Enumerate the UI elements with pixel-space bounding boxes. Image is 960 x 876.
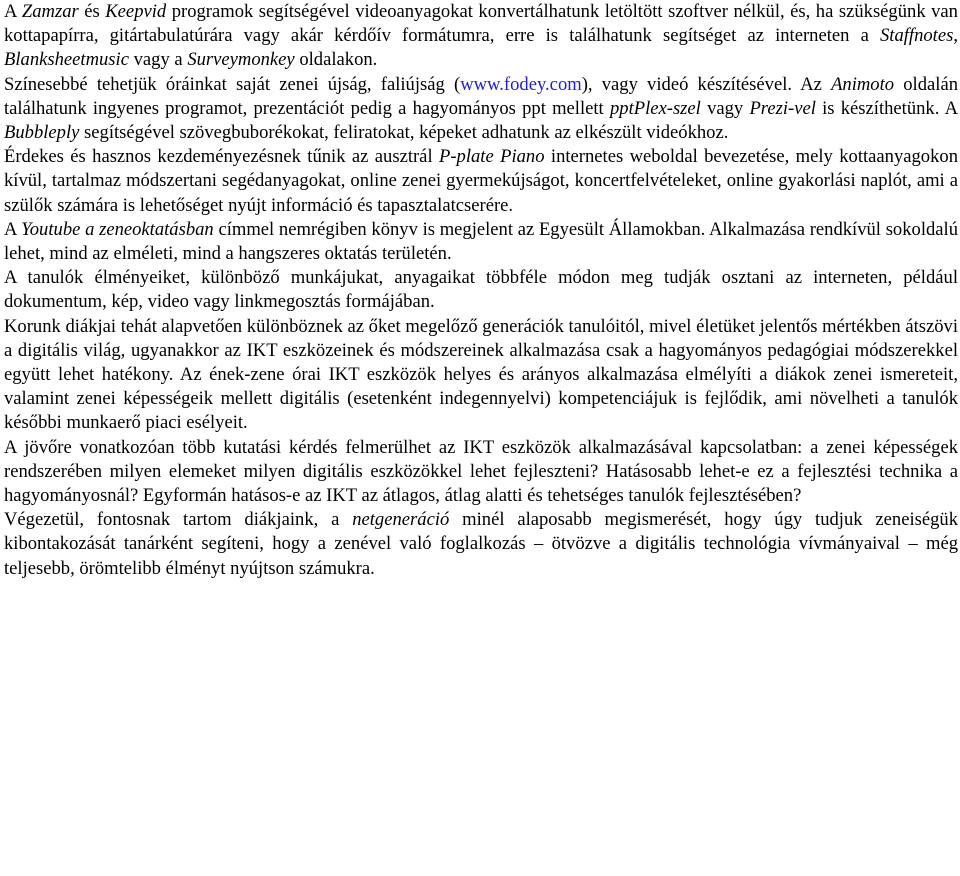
text-span: oldalán találhatunk ingyenes programot, prezentációt pedig a hagyományos ppt mellett	[4, 73, 958, 119]
paragraph-conversion-tools	[4, 0, 958, 73]
text-span: A tanulók élményeiket, különböző munkájukat, anyagaikat többféle módon meg tudják osztani az interneten, például dokumentum, kép, video vagy linkmegosztás formájában.	[4, 267, 958, 313]
text-span: Érdekes és hasznos kezdeményezésnek tűnik az ausztrál	[4, 146, 439, 168]
text-span: internetes weboldal bevezetése, mely kottaanyagokon kívül, tartalmaz módszertani segédanyagokat, online zenei gyermekújságot, koncertfelvételeket, online gyakorlási naplót, ami a szülők számára is lehetőséget nyújt információ és tapasztalatcserére.	[4, 146, 958, 216]
emphasis-pptplex: pptPlex-szel	[609, 97, 701, 119]
text-span: minél alaposabb megismerését, hogy úgy tudjuk zeneiségük kibontakozását tanárként segíteni, hogy a zenével való foglalkozás – ötvözve a digitális technológia vívmányaival – még teljesebb, örömtelibb élményt nyújtson számukra.	[4, 509, 958, 579]
text-span: vagy a	[128, 49, 188, 71]
link-fodey[interactable]: www.fodey.com	[460, 73, 582, 95]
paragraph-sharing	[4, 266, 958, 314]
paragraph-generation	[4, 315, 958, 436]
text-span: programok segítségével videoanyagokat konvertálhatunk letöltött szoftver nélkül, és, ha szükségünk van kottapapírra, gitártabulatúrára vagy akár kérdőív formátumra, erre is találhatunk segítséget az interneten a	[4, 1, 958, 47]
emphasis-animoto: Animoto	[831, 73, 895, 95]
text-span: is készíthetünk. A	[815, 97, 958, 119]
emphasis-staffnotes: Staffnotes	[880, 25, 954, 47]
text-span: oldalakon.	[294, 49, 378, 71]
paragraph-research-questions	[4, 436, 958, 509]
emphasis-zamzar: Zamzar	[21, 1, 79, 22]
emphasis-netgeneracio: netgeneráció	[352, 509, 450, 531]
text-span: Végezetül, fontosnak tartom diákjaink, a	[4, 509, 353, 531]
emphasis-surveymonkey: Surveymonkey	[187, 49, 295, 71]
text-span: A	[4, 218, 22, 240]
text-span: A jövőre vonatkozóan több kutatási kérdés felmerülhet az IKT eszközök alkalmazásával kapcsolatban: a zenei képességek rendszerében milyen elemeket milyen digitális eszközökkel lehet fejleszteni? Hatásosabb lehet-e ez a fejlesztési technika a hagyományosnál? Egyformán hatásos-e az IKT az átlagos, átlag alatti és tehetséges tanulók fejlesztésében?	[4, 436, 958, 507]
emphasis-book-title: Youtube a zeneoktatásban	[21, 218, 214, 240]
text-span: A	[4, 1, 22, 22]
text-span: segítségével szövegbuborékokat, feliratokat, képeket adhatunk az elkészült videókhoz.	[79, 122, 729, 144]
paragraph-presentation-tools	[4, 73, 958, 146]
paragraph-pplate-piano	[4, 145, 958, 218]
emphasis-bubbleply: Bubbleply	[4, 122, 80, 144]
paragraph-conclusion	[4, 508, 958, 581]
text-span: és	[78, 1, 106, 22]
text-span: ), vagy videó készítésével. Az	[581, 73, 832, 95]
emphasis-pplate-piano: P-plate Piano	[439, 146, 545, 168]
emphasis-blanksheetmusic: Blanksheetmusic	[4, 49, 129, 71]
emphasis-prezi: Prezi-vel	[749, 97, 816, 119]
paragraph-youtube-book	[4, 218, 958, 266]
text-span: vagy	[700, 97, 750, 119]
text-span: Korunk diákjai tehát alapvetően különböznek az őket megelőző generációk tanulóitól, mivel életüket jelentős mértékben átszövi a digitális világ, ugyanakkor az IKT eszközeinek és módszereinek alkalmazása csak a hagyományos pedagógiai módszerekkel együtt lehet hatékony. Az ének-zene órai IKT eszközök helyes és arányos alkalmazása elmélyíti a diákok zenei ismereteit, valamint zenei képességeik mellett digitális (esetenként indegennyelvi) kompetenciájuk is fejlődik, ami növelheti a tanulók későbbi munkaerő piaci esélyeit.	[4, 315, 958, 434]
text-span: ,	[953, 25, 958, 47]
text-span: címmel nemrégiben könyv is megjelent az Egyesült Államokban. Alkalmazása rendkívül sokoldalú lehet, mind az elméleti, mind a hangszeres oktatás területén.	[4, 218, 958, 265]
text-span: Színesebbé tehetjük óráinkat saját zenei újság, faliújság (	[4, 73, 461, 95]
emphasis-keepvid: Keepvid	[105, 1, 167, 22]
